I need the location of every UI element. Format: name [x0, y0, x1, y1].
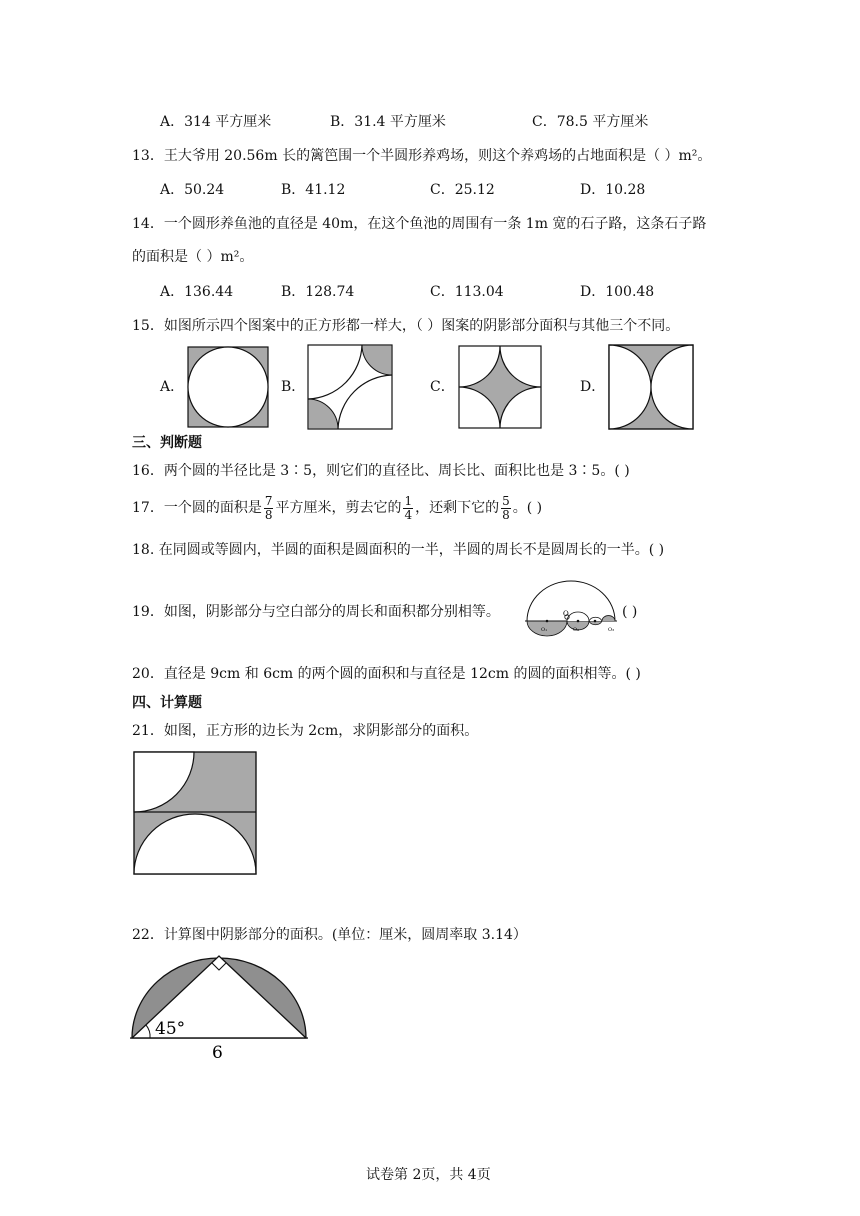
q19-figure [522, 578, 622, 638]
q12-option-b: B．31.4 平方厘米 [330, 114, 446, 130]
q19-label-o2: O₂ [573, 627, 580, 633]
q14-option-d: D．100.48 [580, 284, 655, 300]
q15-label-a: A． [160, 379, 185, 395]
q14-option-b: B．128.74 [281, 284, 355, 300]
q14-text-line1: 14．一个圆形养鱼池的直径是 40m，在这个鱼池的周围有一条 1m 宽的石子路，这条石子路 [132, 216, 707, 232]
section-calculation-heading: 四、计算题 [132, 695, 202, 711]
q15-label-b: B． [281, 379, 306, 395]
q22-angle-label: 45° [155, 1019, 186, 1039]
q12-option-c: C．78.5 平方厘米 [532, 114, 649, 130]
q15-figure-d [608, 344, 694, 430]
q12-option-a: A．314 平方厘米 [160, 114, 272, 130]
q13-option-d: D．10.28 [580, 182, 646, 198]
q15-figure-a [187, 346, 269, 428]
q17-fraction-area [264, 495, 274, 522]
q13-option-b: B．41.12 [281, 182, 346, 198]
q13-text: 13．王大爷用 20.56m 长的篱笆围一个半圆形养鸡场，则这个养鸡场的占地面积是（ ）m²。 [132, 148, 712, 164]
fraction-numerator: 1 [404, 493, 413, 508]
q21-figure [133, 751, 257, 875]
q18-text: 18. 在同圆或等圆内，半圆的面积是圆面积的一半，半圆的周长不是圆周长的一半。( ) [132, 542, 665, 558]
q19-label-o3: O₃ [608, 627, 615, 633]
q13-option-c: C．25.12 [430, 182, 495, 198]
q19-label-o: O [563, 610, 569, 618]
q17-prefix: 17．一个圆的面积是 [132, 500, 262, 516]
q17-fraction-remain [501, 495, 511, 522]
fraction-denominator: 4 [404, 507, 413, 522]
q22-text: 22．计算图中阴影部分的面积。(单位：厘米，圆周率取 3.14） [132, 927, 527, 943]
q15-figure-b [307, 344, 393, 430]
q14-option-a: A．136.44 [160, 284, 234, 300]
q22-figure [128, 950, 310, 1065]
q17-fraction-cut [403, 495, 413, 522]
q19-label-o1: O₁ [541, 627, 548, 633]
q14-text-line2: 的面积是（ ）m²。 [132, 249, 254, 265]
q19-answer-blank: ( ) [622, 604, 638, 620]
q15-figure-c [458, 345, 542, 429]
q17-line [132, 493, 542, 523]
fraction-denominator: 8 [264, 507, 273, 522]
q15-text: 15．如图所示四个图案中的正方形都一样大，（ ）图案的阴影部分面积与其他三个不同。 [132, 318, 680, 334]
q19-text: 19．如图，阴影部分与空白部分的周长和面积都分别相等。 [132, 604, 500, 620]
q17-mid2: ，还剩下它的 [415, 500, 500, 516]
section-judgment-heading: 三、判断题 [132, 435, 202, 451]
q15-label-c: C． [430, 379, 455, 395]
q17-suffix: 。( ) [512, 500, 543, 516]
q13-option-a: A．50.24 [160, 182, 225, 198]
fraction-numerator: 7 [264, 493, 273, 508]
q14-option-c: C．113.04 [430, 284, 504, 300]
q21-text: 21．如图，正方形的边长为 2cm，求阴影部分的面积。 [132, 723, 479, 739]
q16-text: 16．两个圆的半径比是 3∶5，则它们的直径比、周长比、面积比也是 3∶5。( ) [132, 463, 630, 479]
q15-label-d: D． [580, 379, 606, 395]
fraction-denominator: 8 [502, 507, 510, 522]
q22-base-label: 6 [212, 1043, 223, 1063]
q20-text: 20．直径是 9cm 和 6cm 的两个圆的面积和与直径是 12cm 的圆的面积相等。( ) [132, 666, 641, 682]
fraction-numerator: 5 [502, 493, 510, 508]
q17-mid1: 平方厘米，剪去它的 [275, 500, 402, 516]
page-footer: 试卷第 2页，共 4页 [366, 1167, 491, 1183]
